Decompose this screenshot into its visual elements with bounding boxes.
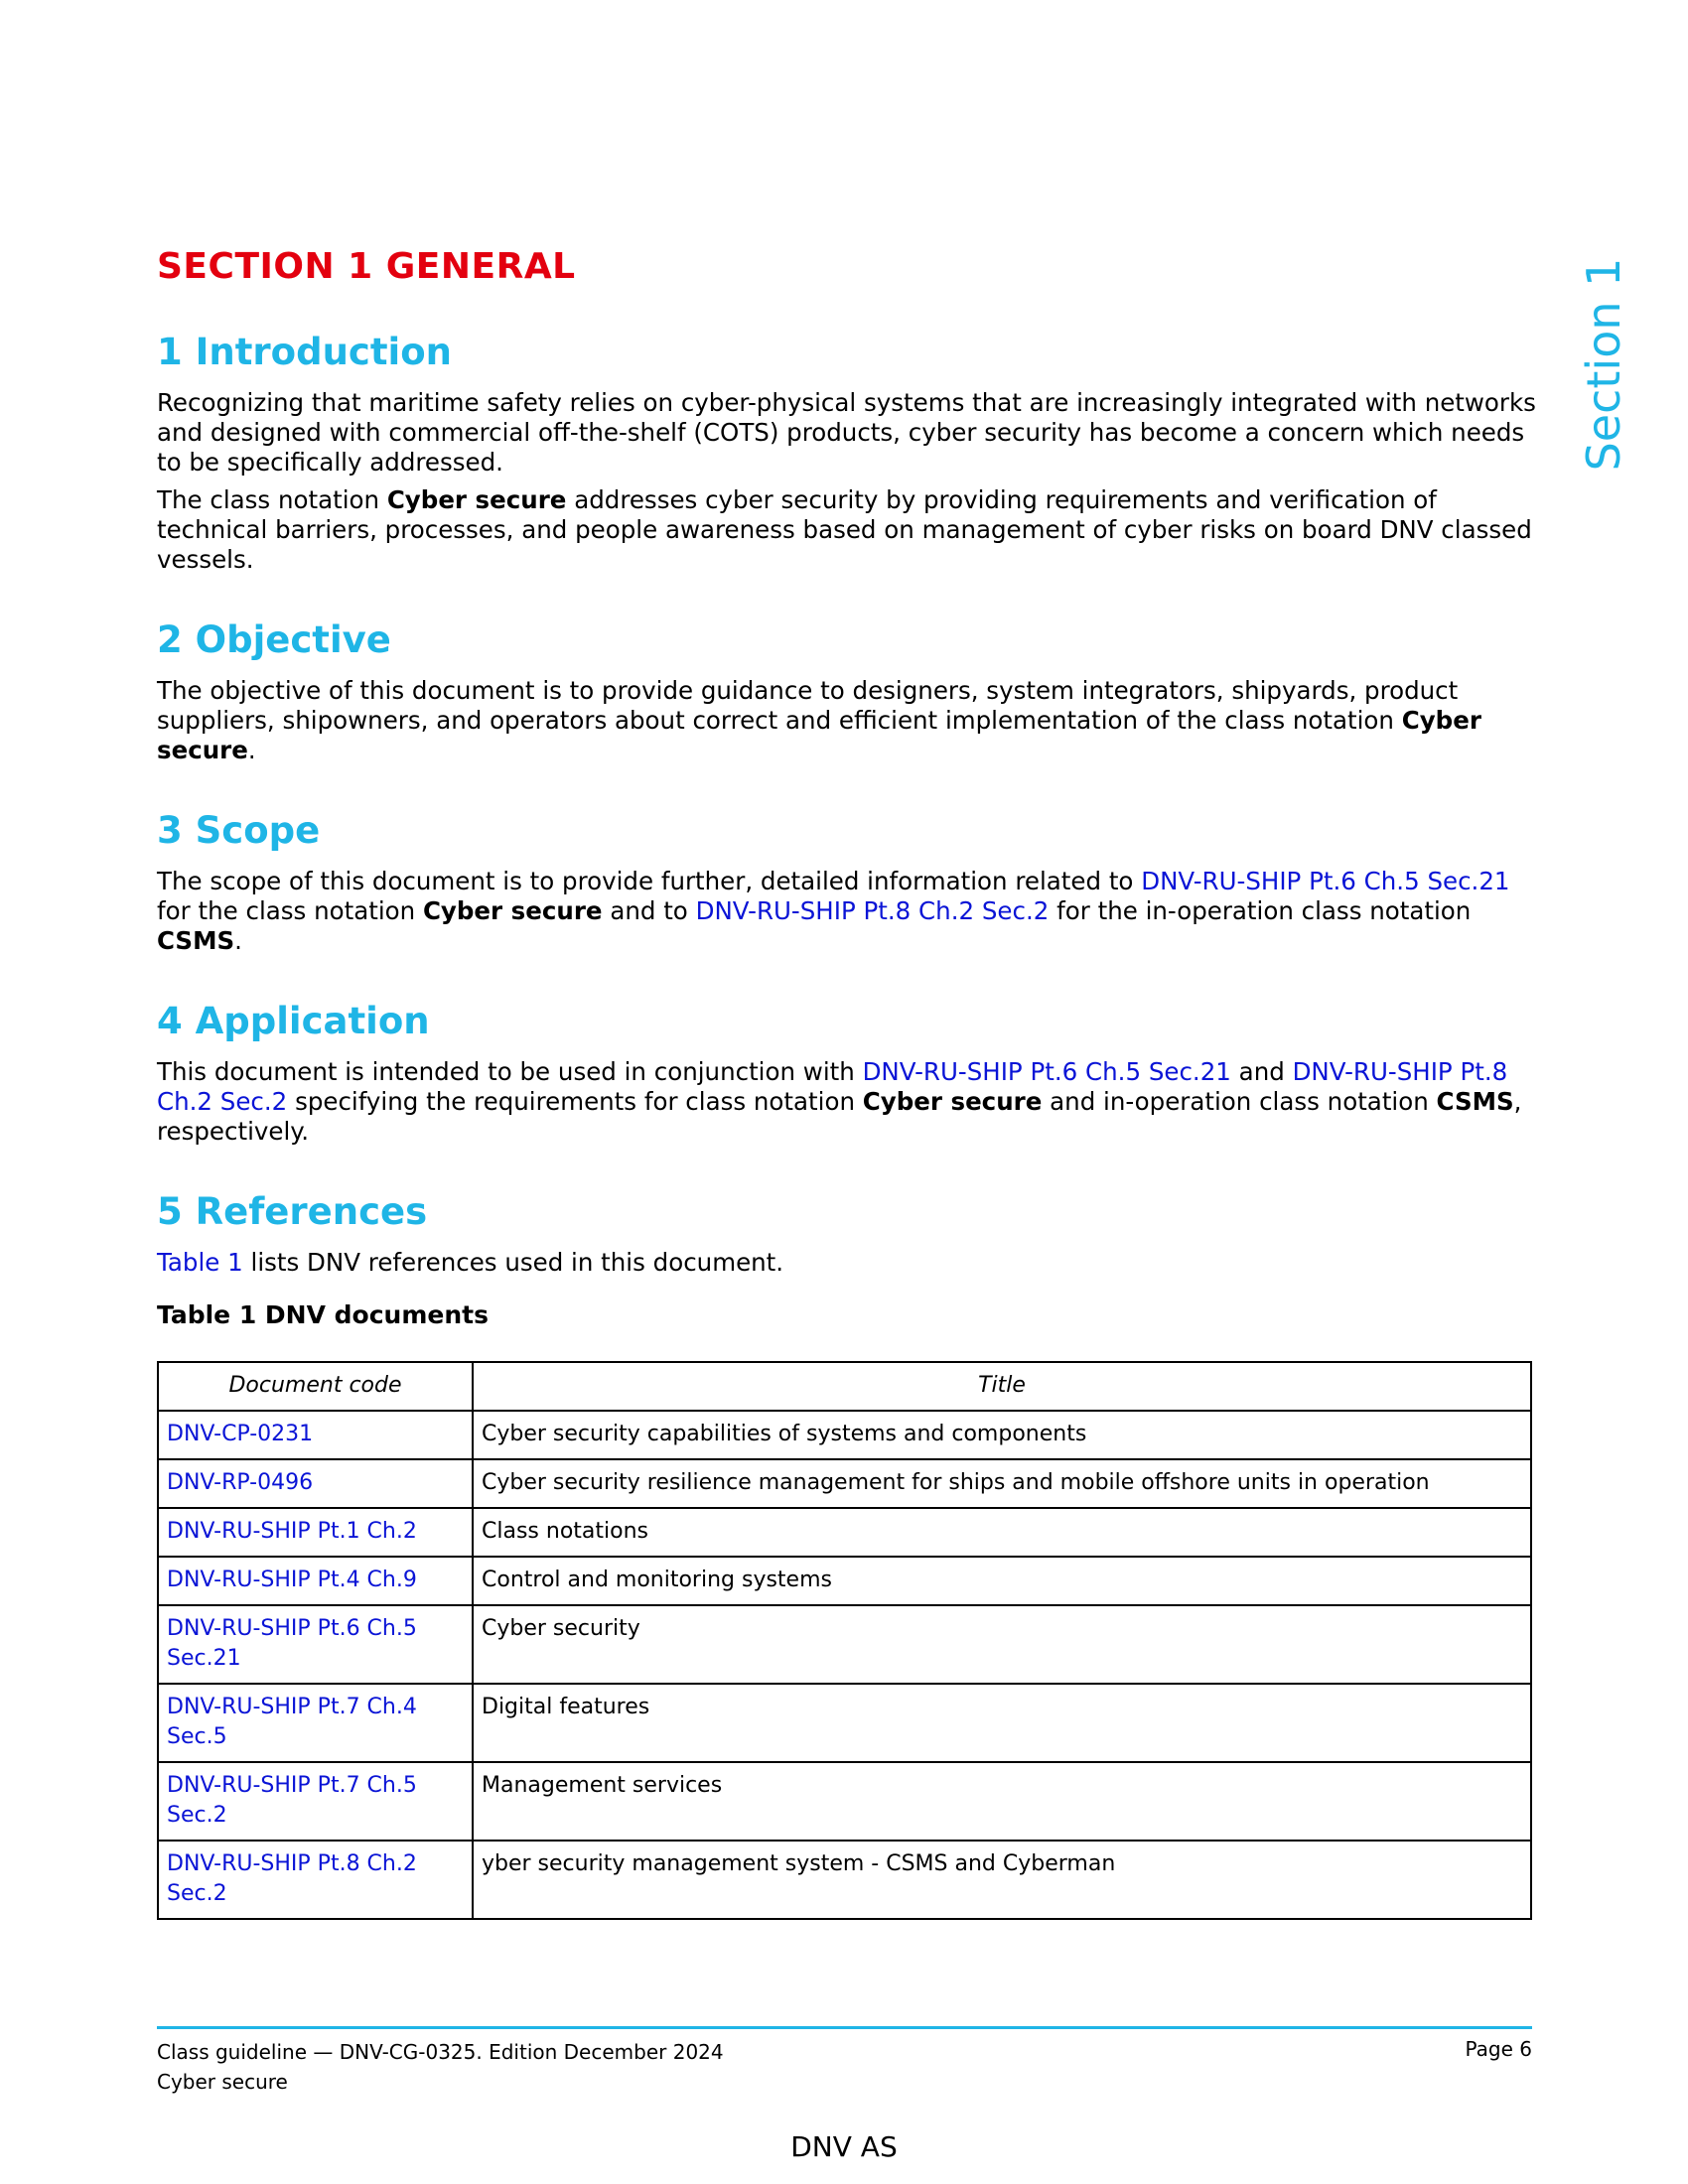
section-title: SECTION 1 GENERAL	[157, 246, 576, 287]
document-code-link[interactable]: DNV-RU-SHIP Pt.6 Ch.5 Sec.21	[158, 1605, 473, 1684]
document-title: Cyber security resilience management for ships and mobile offshore units in operation	[473, 1459, 1531, 1508]
footer-subtitle: Cyber secure	[157, 2070, 288, 2094]
document-code-link[interactable]: DNV-RU-SHIP Pt.4 Ch.9	[158, 1557, 473, 1605]
notation-csms: CSMS	[1436, 1087, 1514, 1116]
document-code-link[interactable]: DNV-RP-0496	[158, 1459, 473, 1508]
company-name: DNV AS	[790, 2130, 898, 2163]
table-row	[158, 1605, 1531, 1684]
heading-objective: 2 Objective	[157, 618, 391, 661]
notation-cyber-secure: Cyber secure	[862, 1087, 1043, 1116]
section-side-tab	[1577, 257, 1630, 472]
document-title: Cyber security capabilities of systems and components	[473, 1411, 1531, 1459]
document-code-link[interactable]: DNV-CP-0231	[158, 1411, 473, 1459]
scope-paragraph: The scope of this document is to provide further, detailed information related to DNV-RU-SHIP Pt.6 Ch.5 Sec.21 for the class notation Cyber secure and to DNV-RU-SHIP Pt.8 Ch.2 Sec.2 for the in-operation class notation CSMS.	[157, 867, 1510, 955]
document-code-link[interactable]: DNV-RU-SHIP Pt.7 Ch.5 Sec.2	[158, 1762, 473, 1841]
notation-csms: CSMS	[157, 926, 235, 955]
document-title: Management services	[473, 1762, 1531, 1841]
table-row	[158, 1684, 1531, 1762]
document-title: Digital features	[473, 1684, 1531, 1762]
document-title: Cyber security	[473, 1605, 1531, 1684]
intro-paragraph-1: Recognizing that maritime safety relies on cyber-physical systems that are increasingly integrated with networks and designed with commercial off-the-shelf (COTS) products, cyber security has become a concern which needs to be specifically addressed.	[157, 388, 1536, 477]
heading-scope: 3 Scope	[157, 809, 321, 852]
table-header-row	[158, 1362, 1531, 1411]
document-code-link[interactable]: DNV-RU-SHIP Pt.8 Ch.2 Sec.2	[158, 1841, 473, 1919]
table-row	[158, 1508, 1531, 1557]
table-caption: Table 1 DNV documents	[157, 1300, 489, 1329]
link-pt6-ch5-sec21[interactable]: DNV-RU-SHIP Pt.6 Ch.5 Sec.21	[862, 1057, 1231, 1086]
notation-cyber-secure: Cyber secure	[157, 706, 1481, 764]
document-code-link[interactable]: DNV-RU-SHIP Pt.1 Ch.2	[158, 1508, 473, 1557]
notation-cyber-secure: Cyber secure	[422, 896, 603, 925]
dnv-documents-table	[157, 1361, 1532, 1920]
link-pt8-ch2-sec2[interactable]: DNV-RU-SHIP Pt.8 Ch.2 Sec.2	[157, 1057, 1508, 1116]
section-side-tab-label: Section 1	[1577, 257, 1630, 472]
column-header-document-code: Document code	[158, 1362, 473, 1411]
intro-paragraph-2: The class notation Cyber secure addresses cyber security by providing requirements and verification of technical barriers, processes, and people awareness based on management of cyber risks on board DNV classed vessels.	[157, 485, 1532, 574]
footer-document-info	[157, 2037, 724, 2097]
notation-cyber-secure: Cyber secure	[386, 485, 567, 514]
footer-guideline: Class guideline — DNV-CG-0325. Edition December 2024	[157, 2040, 724, 2064]
table-row	[158, 1841, 1531, 1919]
column-header-title: Title	[473, 1362, 1531, 1411]
document-title: Class notations	[473, 1508, 1531, 1557]
document-title: yber security management system - CSMS and Cyberman	[473, 1841, 1531, 1919]
table-row	[158, 1762, 1531, 1841]
link-pt8-ch2-sec2[interactable]: DNV-RU-SHIP Pt.8 Ch.2 Sec.2	[695, 896, 1050, 925]
references-paragraph: Table 1 lists DNV references used in this document.	[157, 1248, 784, 1277]
footer-divider	[157, 2026, 1532, 2029]
heading-references: 5 References	[157, 1190, 428, 1233]
link-pt6-ch5-sec21[interactable]: DNV-RU-SHIP Pt.6 Ch.5 Sec.21	[1141, 867, 1510, 895]
document-title: Control and monitoring systems	[473, 1557, 1531, 1605]
link-table-1[interactable]: Table 1	[157, 1248, 243, 1277]
page-number: Page 6	[1465, 2037, 1532, 2061]
heading-introduction: 1 Introduction	[157, 331, 452, 373]
heading-application: 4 Application	[157, 1000, 430, 1042]
table-row	[158, 1557, 1531, 1605]
table-row	[158, 1459, 1531, 1508]
document-code-link[interactable]: DNV-RU-SHIP Pt.7 Ch.4 Sec.5	[158, 1684, 473, 1762]
objective-paragraph: The objective of this document is to provide guidance to designers, system integrators, shipyards, product suppliers, shipowners, and operators about correct and efficient implementation of the class notation Cyber secure.	[157, 676, 1481, 764]
application-paragraph: This document is intended to be used in conjunction with DNV-RU-SHIP Pt.6 Ch.5 Sec.21 and DNV-RU-SHIP Pt.8 Ch.2 Sec.2 specifying the requirements for class notation Cyber secure and in-operation class notation CSMS, respectively.	[157, 1057, 1522, 1146]
table-row	[158, 1411, 1531, 1459]
